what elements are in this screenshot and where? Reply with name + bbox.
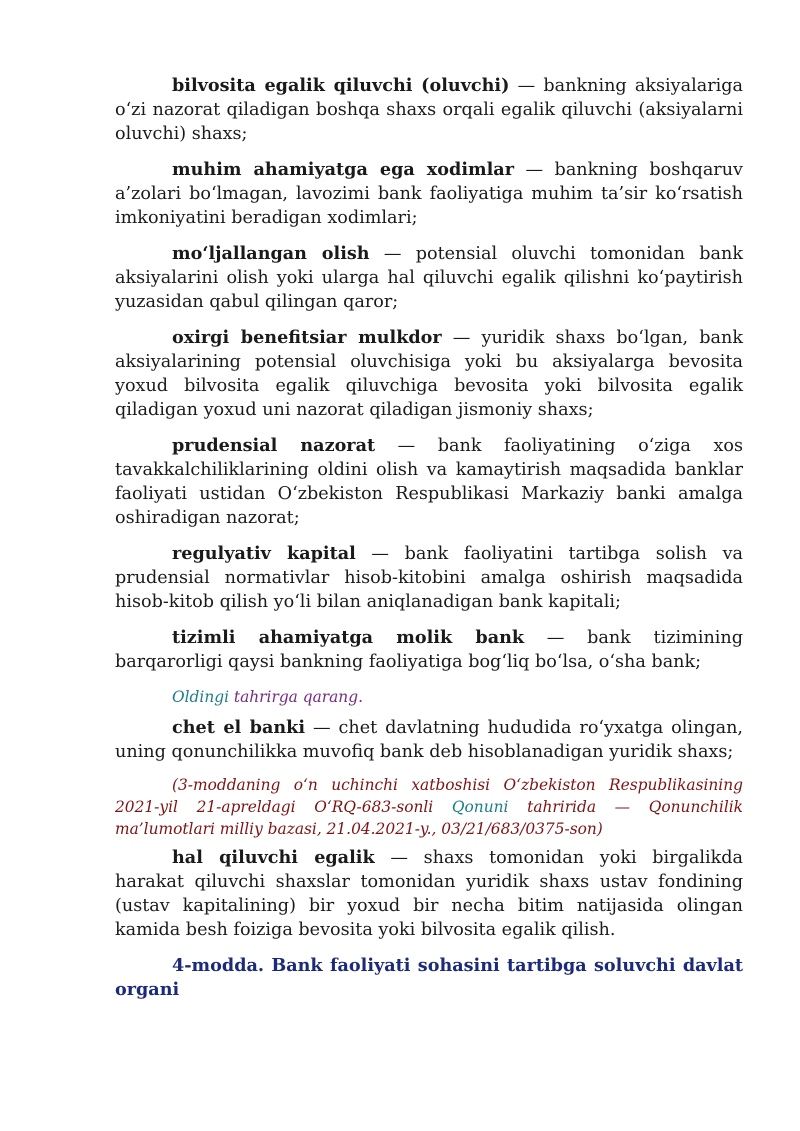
definition-paragraph	[115, 326, 743, 422]
amendment-note-text: tahririda — Qonunchilik ma’lumotlari milliy bazasi, 21.04.2021-y., 03/21/683/0375-son)	[115, 798, 743, 838]
document-page	[115, 74, 743, 1002]
previous-edition-link[interactable]: Oldingi	[172, 688, 230, 706]
definition-paragraph	[115, 158, 743, 230]
definition-text: — bankning aksiyalariga o‘zi nazorat qiladigan boshqa shaxs orqali egalik qiluvchi (aksiyalarni oluvchi) shaxs;	[115, 76, 743, 144]
law-link[interactable]: Qonuni	[451, 798, 509, 816]
definition-term: chet el banki	[172, 717, 306, 738]
definition-text: — bank faoliyatini tartibga solish va prudensial normativlar hisob-kitobini amalga oshirish maqsadida hisob-kitob qilish yo‘li bilan aniqlanadigan bank kapitali;	[115, 544, 743, 612]
definition-term: tizimli ahamiyatga molik bank	[172, 627, 525, 648]
article-heading: 4-modda. Bank faoliyati sohasini tartibga soluvchi davlat organi	[115, 955, 743, 1000]
definition-text: — shaxs tomonidan yoki birgalikda harakat qiluvchi shaxslar tomonidan yuridik shaxs ustav fondining (ustav kapitalining) bir yoxud bir necha bitim natijasida olingan kamida besh foiziga bevosita yoki bilvosita egalik qilish.	[115, 848, 744, 940]
definition-term: regulyativ kapital	[172, 543, 356, 564]
definition-text: — bank tizimining barqarorligi qaysi bankning faoliyatiga bog‘liq bo‘lsa, o‘sha bank;	[115, 628, 743, 672]
amendment-note-text: (3-moddaning o‘n uchinchi xatboshisi O‘zbekiston Respublikasining 2021-yil 21-apreldagi O‘RQ-683-sonli	[115, 776, 743, 816]
definition-text: — chet davlatning hududida ro‘yxatga olingan, uning qonunchilikka muvofiq bank deb hisoblanadigan yuridik shaxs;	[115, 718, 743, 762]
definition-paragraph	[115, 716, 743, 764]
definition-paragraph	[115, 542, 743, 614]
definition-term: prudensial nazorat	[172, 435, 376, 456]
definition-term: muhim ahamiyatga ega xodimlar	[172, 159, 514, 180]
definition-paragraph	[115, 242, 743, 314]
definition-paragraph	[115, 434, 743, 530]
definition-term: mo‘ljallangan olish	[172, 243, 370, 264]
amendment-note	[115, 774, 743, 840]
definition-text: — yuridik shaxs bo‘lgan, bank aksiyalarining potensial oluvchisiga yoki bu aksiyalarga bevosita yoxud bilvosita egalik qiluvchiga bevosita yoki bilvosita egalik qiladigan yoxud uni nazorat qiladigan jismoniy shaxs;	[115, 328, 743, 420]
definition-paragraph	[115, 74, 743, 146]
definition-term: oxirgi benefitsiar mulkdor	[172, 327, 442, 348]
definition-text: — potensial oluvchi tomonidan bank aksiyalarini olish yoki ularga hal qiluvchi egalik qilishni ko‘paytirish yuzasidan qabul qilingan qaror;	[115, 244, 743, 312]
definition-paragraph	[115, 626, 743, 674]
definition-term: hal qiluvchi egalik	[172, 847, 375, 868]
definition-term: bilvosita egalik qiluvchi (oluvchi)	[172, 75, 510, 96]
definition-text: — bankning boshqaruv a’zolari bo‘lmagan, lavozimi bank faoliyatiga muhim ta’sir ko‘rsatish imkoniyatini beradigan xodimlari;	[115, 160, 743, 228]
previous-edition-text: tahrirga qarang.	[229, 688, 363, 706]
definition-text: — bank faoliyatining o‘ziga xos tavakkalchiliklarining oldini olish va kamaytirish maqsadida banklar faoliyati ustidan O‘zbekiston Respublikasi Markaziy banki amalga oshiradigan nazorat;	[115, 436, 743, 528]
definition-paragraph	[115, 846, 743, 942]
previous-edition-note	[115, 686, 743, 708]
